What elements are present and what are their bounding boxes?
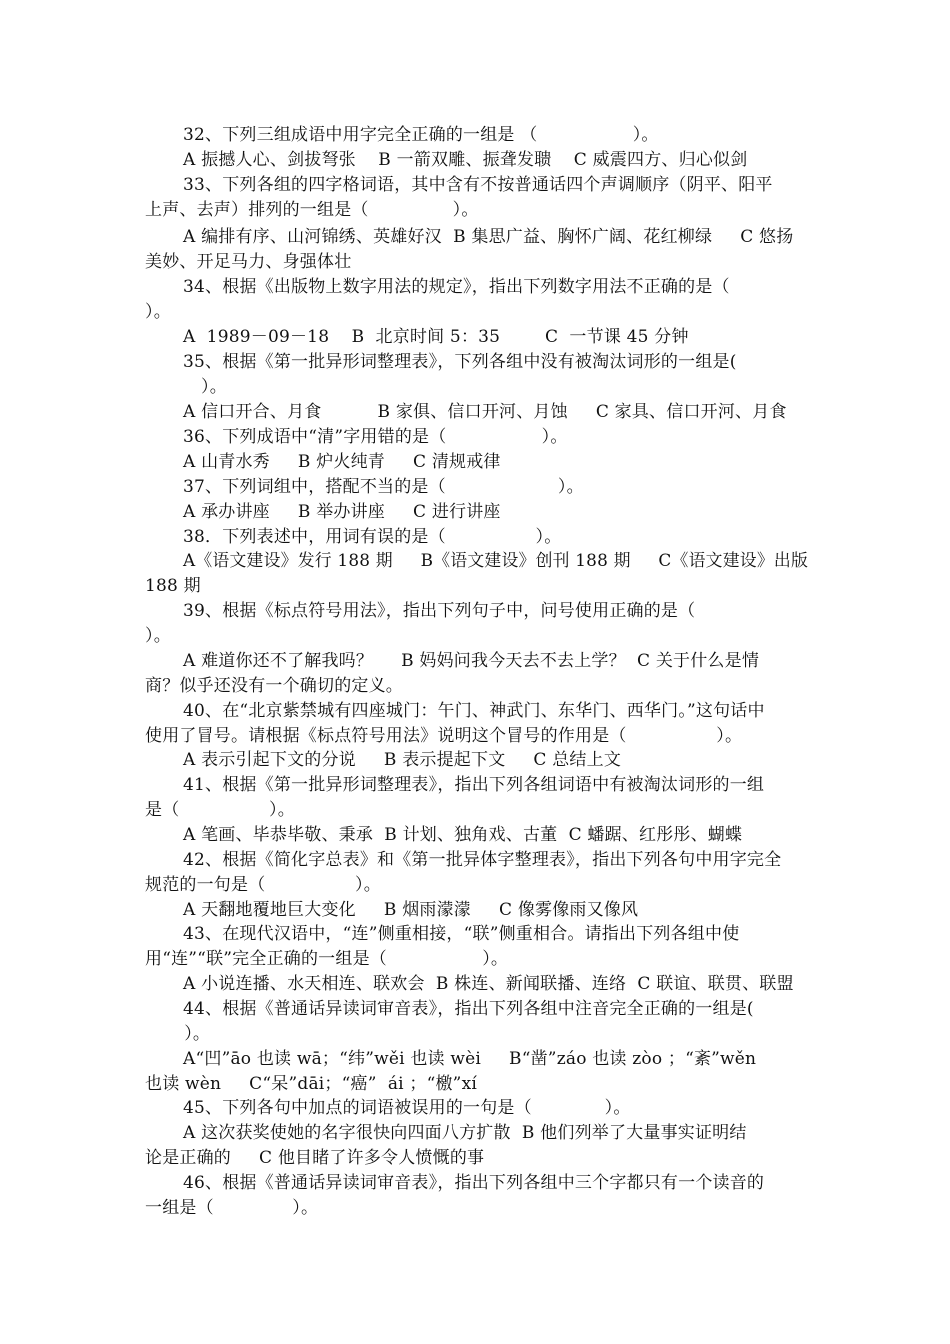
question-44: 44、根据《普通话异读词审音表》，指出下列各组中注音完全正确的一组是( [183,999,754,1019]
options-40: A 表示引起下文的分说 B 表示提起下文 C 总结上文 [183,750,622,770]
question-42: 42、根据《简化字总表》和《第一批异体字整理表》，指出下列各句中用字完全 [183,850,782,870]
options-33-cont: 美妙、开足马力、身强体壮 [145,252,352,272]
options-39: A 难道你还不了解我吗？ B 妈妈问我今天去不去上学？ C 关于什么是情 [183,651,760,671]
question-46: 46、根据《普通话异读词审音表》，指出下列各组中三个字都只有一个读音的 [183,1173,765,1193]
question-34-cont: ）。 [145,302,171,322]
question-46-cont: 一组是（ ）。 [145,1198,319,1218]
question-35: 35、根据《第一批异形词整理表》，下列各组中没有被淘汰词形的一组是( [183,352,737,372]
options-44-cont: 也读 wèn C“呆”dāi；“癌” ái ；“檄”xí [145,1074,477,1094]
options-32: A 振撼人心、剑拔弩张 B 一箭双雕、振聋发聩 C 威震四方、归心似剑 [183,150,748,170]
question-40-cont: 使用了冒号。请根据《标点符号用法》说明这个冒号的作用是（ ）。 [145,726,743,746]
question-35-cont: ）。 [145,377,227,397]
question-42-cont: 规范的一句是（ ）。 [145,875,381,895]
question-44-cont: ）。 [145,1024,211,1044]
options-37: A 承办讲座 B 举办讲座 C 进行讲座 [183,502,501,522]
question-33: 33、下列各组的四字格词语，其中含有不按普通话四个声调顺序（阴平、阳平 [183,175,773,195]
options-38: A《语文建设》发行 188 期 B《语文建设》创刊 188 期 C《语文建设》出版 [183,551,809,571]
question-39: 39、根据《标点符号用法》，指出下列句子中，问号使用正确的是（ [183,601,696,621]
options-44: A“凹”āo 也读 wā；“纬”wěi 也读 wèi B“凿”záo 也读 zòo ；“紊”wěn [183,1049,757,1069]
options-36: A 山青水秀 B 炉火纯青 C 清规戒律 [183,452,501,472]
options-39-cont: 商？似乎还没有一个确切的定义。 [145,676,403,696]
options-35: A 信口开合、月食 B 家俱、信口开河、月蚀 C 家具、信口开河、月食 [183,402,787,422]
options-45-cont: 论是正确的 C 他目睹了许多令人愤慨的事 [145,1148,485,1168]
question-43: 43、在现代汉语中，“连”侧重相接，“联”侧重相合。请指出下列各组中使 [183,924,740,944]
question-40: 40、在“北京紫禁城有四座城门：午门、神武门、东华门、西华门。”这句话中 [183,701,765,721]
question-36: 36、下列成语中“清”字用错的是（ ）。 [183,427,568,447]
options-45: A 这次获奖使她的名字很快向四面八方扩散 B 他们列举了大量事实证明结 [183,1123,747,1143]
question-33-cont: 上声、去声）排列的一组是（ ）。 [145,200,479,220]
options-41: A 笔画、毕恭毕敬、秉承 B 计划、独角戏、古董 C 蟠踞、红彤彤、蝴蝶 [183,825,743,845]
question-41-cont: 是（ ）。 [145,800,295,820]
options-34: A 1989－09－18 B 北京时间 5：35 C 一节课 45 分钟 [183,327,689,347]
question-34: 34、根据《出版物上数字用法的规定》，指出下列数字用法不正确的是（ [183,277,730,297]
question-39-cont: ）。 [145,626,171,646]
options-43: A 小说连播、水天相连、联欢会 B 株连、新闻联播、连络 C 联谊、联贯、联盟 [183,974,794,994]
options-33: A 编排有序、山河锦绣、英雄好汉 B 集思广益、胸怀广阔、花红柳绿 C 悠扬 [183,227,794,247]
options-38-cont: 188 期 [145,576,201,596]
question-43-cont: 用“连”“联”完全正确的一组是（ ）。 [145,949,509,969]
options-42: A 天翻地覆地巨大变化 B 烟雨濛濛 C 像雾像雨又像风 [183,900,639,920]
question-37: 37、下列词组中，搭配不当的是（ ）。 [183,477,584,497]
question-38: 38．下列表述中，用词有误的是（ ）。 [183,527,562,547]
question-45: 45、下列各句中加点的词语被误用的一句是（ ）。 [183,1098,631,1118]
question-32: 32、下列三组成语中用字完全正确的一组是 （ ）。 [183,125,659,145]
question-41: 41、根据《第一批异形词整理表》，指出下列各组词语中有被淘汰词形的一组 [183,775,765,795]
